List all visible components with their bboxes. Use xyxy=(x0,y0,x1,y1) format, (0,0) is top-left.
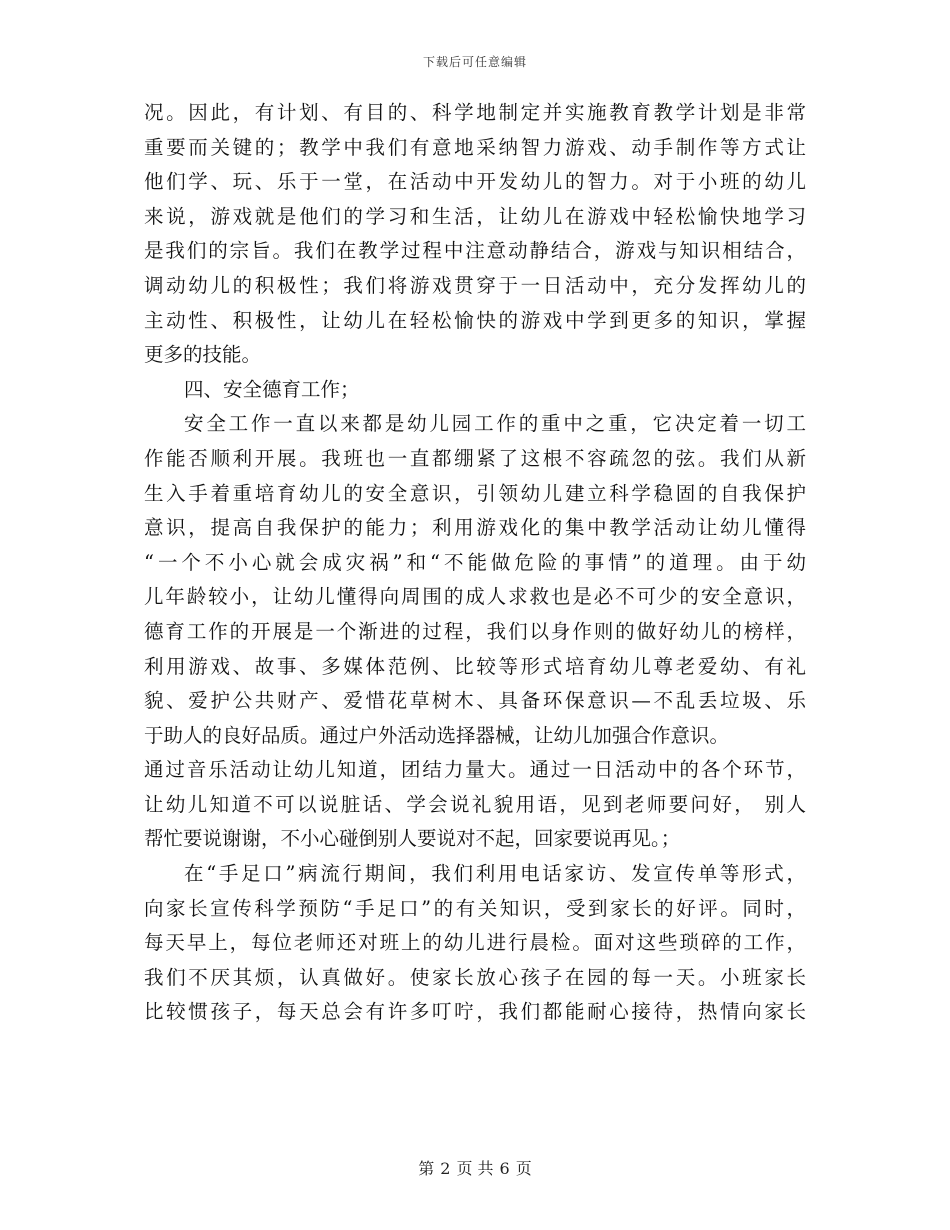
body-line: 让幼儿知道不可以说脏话、学会说礼貌用语，见到老师要问好， 别人 xyxy=(144,792,806,816)
body-line: 更多的技能。 xyxy=(144,343,262,367)
body-line: 他们学、玩、乐于一堂，在活动中开发幼儿的智力。对于小班的幼儿 xyxy=(144,170,806,194)
page-number-middle: 页 共 xyxy=(456,1159,494,1178)
body-line: 我们不厌其烦，认真做好。使家长放心孩子在园的每一天。小班家长 xyxy=(144,965,806,989)
body-line: 向家长宣传科学预防“手足口”的有关知识，受到家长的好评。同时， xyxy=(144,896,806,920)
page-number-suffix: 页 xyxy=(515,1159,532,1178)
body-line: 貌、爱护公共财产、爱惜花草树木、具备环保意识—不乱丢垃圾、乐 xyxy=(144,689,806,713)
body-line: 来说，游戏就是他们的学习和生活，让幼儿在游戏中轻松愉快地学习 xyxy=(144,204,806,228)
body-line: 德育工作的开展是一个渐进的过程，我们以身作则的做好幼儿的榜样， xyxy=(144,619,806,643)
document-body xyxy=(144,96,806,1030)
body-line: 帮忙要说谢谢，不小心碰倒别人要说对不起，回家要说再见。； xyxy=(144,827,681,851)
page-footer xyxy=(0,1156,950,1179)
page-header: 下载后可任意编辑 xyxy=(422,55,527,69)
body-line: 比较惯孩子，每天总会有许多叮咛，我们都能耐心接待，热情向家长 xyxy=(144,1000,806,1024)
section-heading: 四、安全德育工作； xyxy=(184,377,360,401)
body-line: 儿年龄较小，让幼儿懂得向周围的成人求救也是必不可少的安全意识， xyxy=(144,585,806,609)
body-line: 调动幼儿的积极性；我们将游戏贯穿于一日活动中，充分发挥幼儿的 xyxy=(144,273,806,297)
body-line: 安全工作一直以来都是幼儿园工作的重中之重，它决定着一切工 xyxy=(184,412,806,436)
body-line: 主动性、积极性，让幼儿在轻松愉快的游戏中学到更多的知识，掌握 xyxy=(144,308,806,332)
body-line: 在“手足口”病流行期间，我们利用电话家访、发宣传单等形式， xyxy=(184,862,806,886)
total-page-count: 6 xyxy=(499,1159,510,1178)
body-line: 是我们的宗旨。我们在教学过程中注意动静结合，游戏与知识相结合， xyxy=(144,239,806,263)
body-line: 利用游戏、故事、多媒体范例、比较等形式培育幼儿尊老爱幼、有礼 xyxy=(144,654,806,678)
body-line: 况。因此，有计划、有目的、科学地制定并实施教育教学计划是非常 xyxy=(144,101,806,124)
body-line: 于助人的良好品质。通过户外活动选择器械，让幼儿加强合作意识。 xyxy=(144,723,730,747)
body-line: 重要而关键的；教学中我们有意地采纳智力游戏、动手制作等方式让 xyxy=(144,135,806,159)
body-line: “一个不小心就会成灾祸”和“不能做危险的事情”的道理。由于幼 xyxy=(144,550,806,574)
body-line: 生入手着重培育幼儿的安全意识，引领幼儿建立科学稳固的自我保护 xyxy=(144,481,806,505)
body-line: 每天早上，每位老师还对班上的幼儿进行晨检。面对这些琐碎的工作， xyxy=(144,931,806,955)
page-number-prefix: 第 xyxy=(418,1159,435,1178)
body-line: 意识，提高自我保护的能力；利用游戏化的集中教学活动让幼儿懂得 xyxy=(144,516,806,540)
body-line: 通过音乐活动让幼儿知道，团结力量大。通过一日活动中的各个环节， xyxy=(144,758,806,782)
body-line: 作能否顺利开展。我班也一直都绷紧了这根不容疏忽的弦。我们从新 xyxy=(144,446,806,470)
current-page-number: 2 xyxy=(440,1159,451,1178)
